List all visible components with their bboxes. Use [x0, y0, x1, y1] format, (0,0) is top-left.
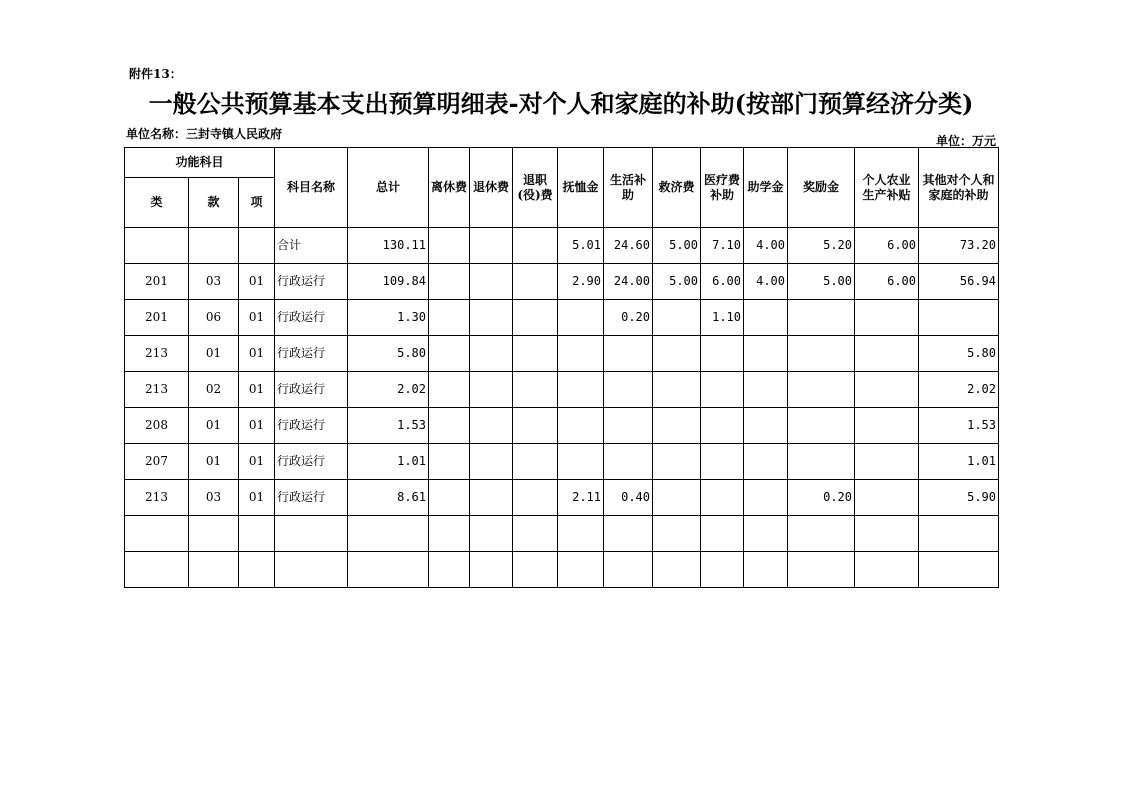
header-lei: 类: [125, 178, 189, 228]
cell-total: [348, 552, 429, 588]
cell-total: 109.84: [348, 264, 429, 300]
cell-yiliao: 6.00: [701, 264, 744, 300]
cell-lixiu: [429, 552, 470, 588]
cell-nongye: [855, 372, 919, 408]
cell-kuan: 01: [189, 336, 239, 372]
cell-xiang: 01: [239, 480, 275, 516]
cell-tuizhi: [513, 264, 558, 300]
cell-qita: 2.02: [919, 372, 999, 408]
cell-shenghuo: [604, 408, 653, 444]
cell-qita: 1.01: [919, 444, 999, 480]
unit-label: 单位：万元: [935, 134, 996, 148]
cell-tuixiu: [470, 516, 513, 552]
cell-kuan: 01: [189, 444, 239, 480]
cell-xiang: 01: [239, 264, 275, 300]
header-qita: 其他对个人和家庭的补助: [919, 148, 999, 228]
cell-fuxu: [558, 444, 604, 480]
cell-name: 合计: [275, 228, 348, 264]
cell-lei: 201: [125, 300, 189, 336]
cell-lixiu: [429, 480, 470, 516]
cell-jiuji: 5.00: [653, 228, 701, 264]
header-func-group: 功能科目: [125, 148, 275, 178]
table-row: [125, 408, 999, 444]
cell-shenghuo: 0.20: [604, 300, 653, 336]
cell-name: 行政运行: [275, 264, 348, 300]
cell-lixiu: [429, 300, 470, 336]
cell-tuixiu: [470, 480, 513, 516]
cell-tuizhi: [513, 300, 558, 336]
cell-name: 行政运行: [275, 444, 348, 480]
cell-tuizhi: [513, 336, 558, 372]
cell-shenghuo: 24.00: [604, 264, 653, 300]
table-row: [125, 336, 999, 372]
cell-tuixiu: [470, 372, 513, 408]
cell-tuizhi: [513, 552, 558, 588]
table-row: [125, 228, 999, 264]
budget-table: [124, 147, 999, 588]
cell-jiangli: [788, 552, 855, 588]
cell-jiuji: [653, 408, 701, 444]
cell-jiuji: [653, 372, 701, 408]
cell-zhuxue: 4.00: [744, 264, 788, 300]
cell-kuan: 06: [189, 300, 239, 336]
cell-name: 行政运行: [275, 336, 348, 372]
cell-kuan: [189, 516, 239, 552]
cell-nongye: [855, 552, 919, 588]
cell-qita: 56.94: [919, 264, 999, 300]
cell-jiangli: [788, 444, 855, 480]
cell-yiliao: [701, 408, 744, 444]
cell-lixiu: [429, 372, 470, 408]
cell-kuan: 02: [189, 372, 239, 408]
cell-lei: [125, 228, 189, 264]
cell-jiuji: 5.00: [653, 264, 701, 300]
cell-lei: 207: [125, 444, 189, 480]
cell-nongye: 6.00: [855, 264, 919, 300]
cell-tuixiu: [470, 228, 513, 264]
cell-jiangli: [788, 336, 855, 372]
header-tuizhi: 退职(役)费: [513, 148, 558, 228]
cell-jiuji: [653, 480, 701, 516]
cell-total: [348, 516, 429, 552]
header-kuan: 款: [189, 178, 239, 228]
table-row: [125, 444, 999, 480]
table-row: [125, 372, 999, 408]
cell-nongye: [855, 300, 919, 336]
cell-lei: [125, 516, 189, 552]
cell-qita: 1.53: [919, 408, 999, 444]
cell-shenghuo: [604, 552, 653, 588]
cell-jiuji: [653, 300, 701, 336]
page-title: 一般公共预算基本支出预算明细表-对个人和家庭的补助(按部门预算经济分类): [148, 89, 974, 118]
cell-xiang: 01: [239, 300, 275, 336]
cell-nongye: [855, 444, 919, 480]
cell-nongye: [855, 480, 919, 516]
cell-yiliao: [701, 480, 744, 516]
cell-name: [275, 516, 348, 552]
cell-tuizhi: [513, 372, 558, 408]
cell-lei: 213: [125, 336, 189, 372]
cell-zhuxue: [744, 300, 788, 336]
cell-tuixiu: [470, 300, 513, 336]
cell-nongye: [855, 408, 919, 444]
cell-jiangli: [788, 300, 855, 336]
cell-shenghuo: [604, 336, 653, 372]
cell-jiangli: 5.00: [788, 264, 855, 300]
cell-tuixiu: [470, 552, 513, 588]
cell-lei: 213: [125, 480, 189, 516]
cell-fuxu: [558, 372, 604, 408]
header-nongye: 个人农业生产补贴: [855, 148, 919, 228]
header-lixiu: 离休费: [429, 148, 470, 228]
header-yiliao: 医疗费补助: [701, 148, 744, 228]
cell-zhuxue: [744, 552, 788, 588]
header-tuixiu: 退休费: [470, 148, 513, 228]
cell-kuan: [189, 552, 239, 588]
cell-nongye: [855, 516, 919, 552]
attachment-label: 附件13：: [129, 67, 182, 81]
cell-zhuxue: [744, 336, 788, 372]
cell-tuizhi: [513, 228, 558, 264]
cell-yiliao: [701, 552, 744, 588]
cell-name: 行政运行: [275, 372, 348, 408]
cell-shenghuo: [604, 516, 653, 552]
cell-zhuxue: [744, 480, 788, 516]
cell-fuxu: 2.11: [558, 480, 604, 516]
cell-qita: [919, 552, 999, 588]
cell-zhuxue: [744, 408, 788, 444]
cell-jiangli: [788, 372, 855, 408]
table-row: [125, 264, 999, 300]
cell-total: 2.02: [348, 372, 429, 408]
cell-lixiu: [429, 264, 470, 300]
header-xiang: 项: [239, 178, 275, 228]
cell-yiliao: 7.10: [701, 228, 744, 264]
cell-tuixiu: [470, 408, 513, 444]
cell-lixiu: [429, 336, 470, 372]
cell-qita: 73.20: [919, 228, 999, 264]
cell-name: [275, 552, 348, 588]
cell-total: 130.11: [348, 228, 429, 264]
cell-yiliao: [701, 444, 744, 480]
table-row: [125, 552, 999, 588]
cell-name: 行政运行: [275, 480, 348, 516]
cell-shenghuo: 24.60: [604, 228, 653, 264]
cell-total: 8.61: [348, 480, 429, 516]
cell-tuixiu: [470, 444, 513, 480]
cell-jiuji: [653, 516, 701, 552]
cell-qita: [919, 300, 999, 336]
cell-total: 1.53: [348, 408, 429, 444]
cell-tuixiu: [470, 264, 513, 300]
cell-fuxu: [558, 552, 604, 588]
cell-qita: [919, 516, 999, 552]
cell-nongye: 6.00: [855, 228, 919, 264]
cell-name: 行政运行: [275, 300, 348, 336]
cell-jiangli: 5.20: [788, 228, 855, 264]
cell-yiliao: [701, 372, 744, 408]
header-jiangli: 奖励金: [788, 148, 855, 228]
cell-qita: 5.90: [919, 480, 999, 516]
cell-zhuxue: [744, 372, 788, 408]
cell-xiang: [239, 228, 275, 264]
cell-xiang: 01: [239, 372, 275, 408]
cell-tuizhi: [513, 408, 558, 444]
cell-kuan: 03: [189, 480, 239, 516]
table-row: [125, 300, 999, 336]
cell-shenghuo: [604, 444, 653, 480]
cell-lixiu: [429, 228, 470, 264]
cell-fuxu: 5.01: [558, 228, 604, 264]
cell-zhuxue: [744, 516, 788, 552]
cell-qita: 5.80: [919, 336, 999, 372]
cell-zhuxue: 4.00: [744, 228, 788, 264]
cell-total: 1.30: [348, 300, 429, 336]
cell-lei: 201: [125, 264, 189, 300]
cell-lixiu: [429, 516, 470, 552]
cell-lei: [125, 552, 189, 588]
cell-fuxu: [558, 300, 604, 336]
cell-fuxu: [558, 336, 604, 372]
header-total: 总计: [348, 148, 429, 228]
cell-tuizhi: [513, 444, 558, 480]
table-row: [125, 480, 999, 516]
cell-fuxu: 2.90: [558, 264, 604, 300]
cell-yiliao: 1.10: [701, 300, 744, 336]
unit-name: 单位名称：三封寺镇人民政府: [126, 127, 283, 141]
cell-kuan: 03: [189, 264, 239, 300]
header-fuxu: 抚恤金: [558, 148, 604, 228]
cell-jiuji: [653, 552, 701, 588]
cell-shenghuo: 0.40: [604, 480, 653, 516]
cell-xiang: [239, 516, 275, 552]
cell-lei: 213: [125, 372, 189, 408]
cell-jiangli: [788, 516, 855, 552]
header-shenghuo: 生活补助: [604, 148, 653, 228]
cell-jiangli: 0.20: [788, 480, 855, 516]
cell-yiliao: [701, 336, 744, 372]
cell-fuxu: [558, 408, 604, 444]
cell-xiang: 01: [239, 408, 275, 444]
cell-jiuji: [653, 336, 701, 372]
cell-xiang: [239, 552, 275, 588]
header-jiuji: 救济费: [653, 148, 701, 228]
header-name: 科目名称: [275, 148, 348, 228]
table-row: [125, 516, 999, 552]
cell-name: 行政运行: [275, 408, 348, 444]
cell-nongye: [855, 336, 919, 372]
cell-total: 1.01: [348, 444, 429, 480]
cell-tuizhi: [513, 480, 558, 516]
cell-tuizhi: [513, 516, 558, 552]
cell-total: 5.80: [348, 336, 429, 372]
cell-shenghuo: [604, 372, 653, 408]
cell-jiangli: [788, 408, 855, 444]
header-zhuxue: 助学金: [744, 148, 788, 228]
cell-lixiu: [429, 444, 470, 480]
cell-xiang: 01: [239, 444, 275, 480]
cell-xiang: 01: [239, 336, 275, 372]
cell-jiuji: [653, 444, 701, 480]
cell-kuan: 01: [189, 408, 239, 444]
cell-kuan: [189, 228, 239, 264]
cell-yiliao: [701, 516, 744, 552]
cell-tuixiu: [470, 336, 513, 372]
cell-lixiu: [429, 408, 470, 444]
cell-lei: 208: [125, 408, 189, 444]
cell-fuxu: [558, 516, 604, 552]
cell-zhuxue: [744, 444, 788, 480]
